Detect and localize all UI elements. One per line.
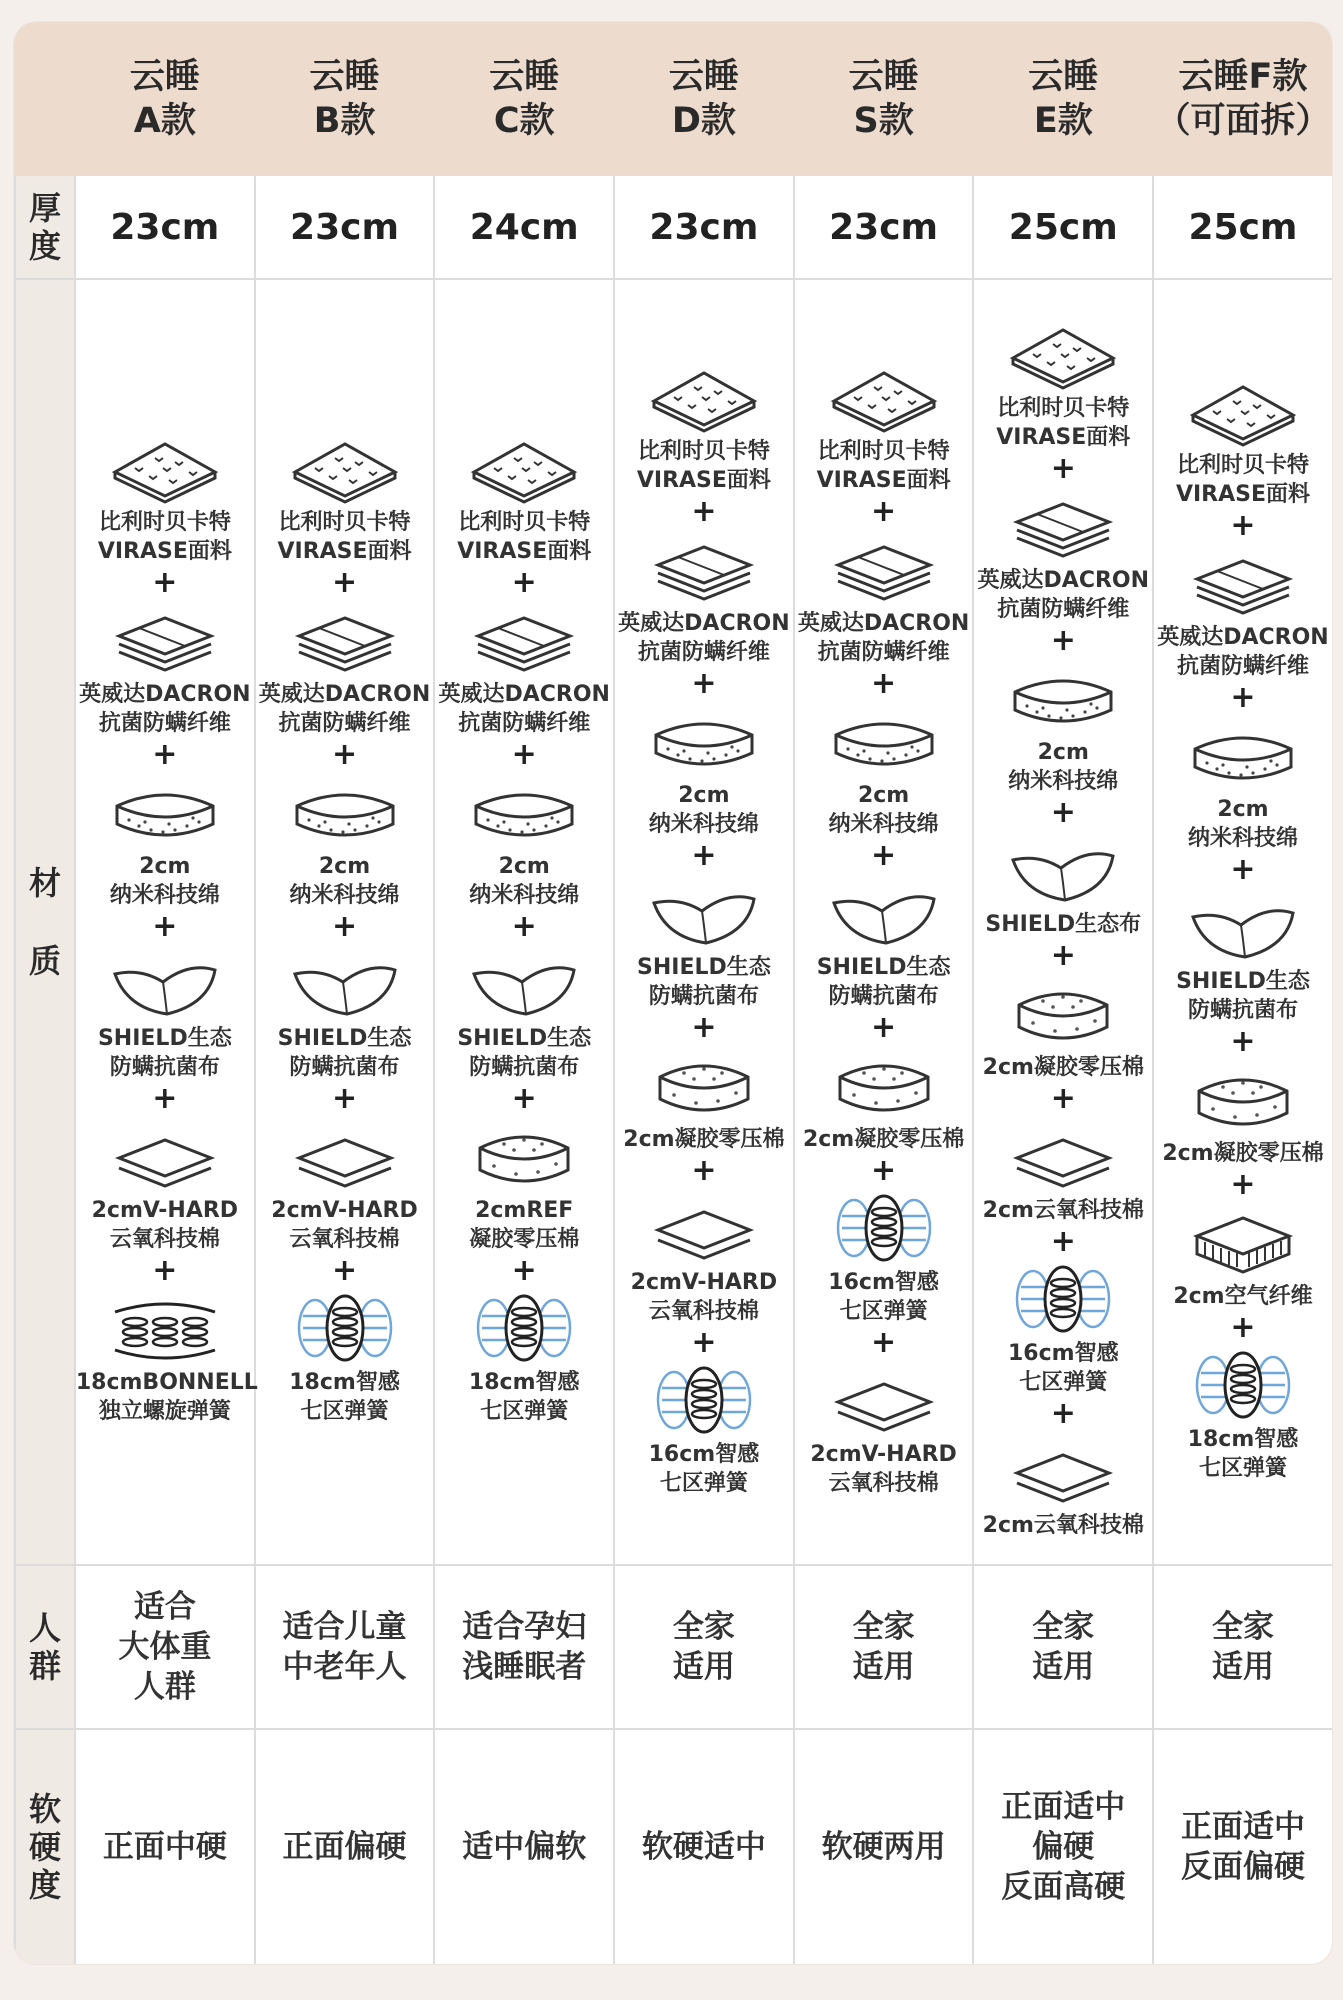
crowd-value: 全家 适用	[852, 1609, 915, 1685]
material-name: 比利时贝卡特 VIRASE面料	[457, 510, 592, 564]
material-row	[15, 279, 1332, 1565]
crowd-cell	[973, 1565, 1153, 1729]
crowd-cell	[75, 1565, 255, 1729]
material-name: 2cm凝胶零压棉	[623, 1126, 785, 1152]
plus-sign: +	[152, 1081, 178, 1116]
material-cell	[973, 279, 1153, 1565]
thickness-value: 24cm	[469, 206, 579, 248]
material-name: 英威达DACRON 抗菌防螨纤维	[438, 682, 610, 736]
label-char: 厚	[28, 189, 61, 227]
plus-sign: +	[331, 1081, 358, 1116]
material-name: SHIELD生态 防螨抗菌布	[277, 1026, 412, 1080]
header-corner	[15, 23, 75, 175]
crowd-row	[15, 1565, 1332, 1729]
material-layer	[464, 1120, 584, 1254]
material-name: SHIELD生态 防螨抗菌布	[457, 1026, 592, 1080]
material-name: 比利时贝卡特 VIRASE面料	[277, 510, 412, 564]
foam-block-icon	[1183, 719, 1303, 791]
material-name: 比利时贝卡特 VIRASE面料	[816, 438, 951, 493]
softness-value: 软硬两用	[821, 1829, 946, 1865]
crowd-cell	[434, 1565, 614, 1729]
label-char: 群	[28, 1647, 61, 1685]
plus-sign: +	[511, 1081, 537, 1116]
crowd-value: 全家 适用	[1211, 1609, 1274, 1685]
label-char: 度	[28, 1866, 61, 1904]
header-cell	[75, 23, 255, 175]
material-layer	[1162, 1063, 1323, 1168]
material-layer	[983, 1120, 1144, 1225]
plus-sign: +	[1050, 451, 1076, 486]
model-name: 云睡 S款	[848, 57, 919, 141]
material-stack	[1154, 361, 1332, 1483]
plus-sign: +	[1230, 1310, 1256, 1345]
cloth-sheet-icon	[1183, 891, 1303, 963]
crowd-value: 适合儿童 中老年人	[282, 1609, 407, 1685]
material-layer	[1003, 662, 1123, 796]
model-name: 云睡 C款	[489, 57, 560, 141]
softness-value: 正面适中 反面偏硬	[1180, 1809, 1305, 1885]
plus-sign: +	[152, 737, 178, 772]
flat-layers-icon	[644, 1192, 764, 1264]
model-name: 云睡 A款	[129, 57, 200, 141]
material-layer	[457, 948, 591, 1082]
plus-sign: +	[691, 1009, 717, 1045]
material-layer	[637, 361, 771, 495]
material-name: SHIELD生态 防螨抗菌布	[1176, 969, 1310, 1023]
material-layer	[983, 1435, 1144, 1540]
material-stack	[795, 347, 973, 1498]
material-name: 2cm云氧科技棉	[982, 1198, 1144, 1223]
material-name: 2cmV-HARD 云氧科技棉	[630, 1269, 778, 1324]
plus-sign: +	[1230, 1024, 1256, 1059]
plus-sign: +	[152, 909, 178, 944]
thickness-label	[15, 175, 75, 279]
softness-cell	[973, 1729, 1153, 1964]
pocket-spring-icon	[824, 1192, 944, 1264]
material-name: 2cmV-HARD 云氧科技棉	[810, 1441, 957, 1496]
material-layer	[105, 776, 225, 910]
air-fiber-icon	[1183, 1206, 1303, 1278]
quilted-fabric-icon	[105, 432, 225, 504]
pocket-spring-icon	[1183, 1349, 1303, 1421]
material-name: 18cmBONNELL 独立螺旋弹簧	[75, 1370, 258, 1424]
thickness-cell	[794, 175, 974, 279]
cloth-sheet-icon	[105, 948, 225, 1020]
fiber-layers-icon	[644, 533, 764, 605]
material-layer	[996, 318, 1130, 452]
header-cell	[434, 23, 614, 175]
model-name: 云睡 D款	[668, 57, 739, 141]
crowd-cell	[1153, 1565, 1332, 1729]
material-name: 比利时贝卡特 VIRASE面料	[1175, 453, 1310, 507]
fiber-layers-icon	[464, 604, 584, 676]
cloth-sheet-icon	[824, 877, 944, 949]
material-cell	[794, 279, 974, 1565]
plus-sign: +	[511, 737, 537, 772]
header-row	[15, 23, 1332, 175]
label-char: 材	[28, 864, 61, 902]
cloth-sheet-icon	[1003, 834, 1123, 906]
material-name: SHIELD生态布	[985, 912, 1142, 937]
material-layer	[985, 834, 1141, 939]
plus-sign: +	[331, 737, 358, 772]
material-name: 2cm 纳米科技绵	[469, 854, 580, 908]
material-name: 英威达DACRON 抗菌防螨纤维	[797, 610, 970, 665]
header-cell	[1153, 23, 1332, 175]
material-layer	[637, 877, 771, 1011]
material-layer	[978, 490, 1150, 624]
softness-cell	[1153, 1729, 1332, 1964]
material-layer	[79, 604, 251, 738]
mattress-comparison-table	[14, 22, 1332, 1964]
header-cell	[255, 23, 435, 175]
foam-block-icon	[644, 705, 764, 777]
material-layer	[618, 533, 790, 667]
material-layer	[278, 432, 412, 566]
plus-sign: +	[1230, 1167, 1256, 1202]
material-layer	[1173, 1206, 1312, 1311]
fiber-layers-icon	[285, 604, 405, 676]
plus-sign: +	[511, 909, 537, 944]
plus-sign: +	[691, 665, 717, 701]
plus-sign: +	[152, 1253, 178, 1288]
header-cell	[794, 23, 974, 175]
softness-row	[15, 1729, 1332, 1964]
gel-foam-icon	[464, 1120, 584, 1192]
material-layer	[438, 604, 610, 738]
header-cell	[614, 23, 794, 175]
material-layer	[1176, 891, 1310, 1025]
material-stack	[615, 347, 793, 1498]
material-cell	[255, 279, 435, 1565]
crowd-value: 适合 大体重 人群	[118, 1589, 212, 1705]
material-layer	[824, 705, 944, 839]
plus-sign: +	[871, 837, 897, 873]
label-char: 硬	[28, 1828, 61, 1866]
quilted-fabric-icon	[464, 432, 584, 504]
material-name: SHIELD生态 防螨抗菌布	[637, 954, 771, 1009]
plus-sign: +	[871, 1152, 897, 1188]
quilted-fabric-icon	[1183, 375, 1303, 447]
material-name: 2cm 纳米科技绵	[289, 854, 400, 908]
material-name: 2cm 纳米科技绵	[1187, 797, 1298, 851]
material-layer	[285, 1292, 405, 1426]
pocket-spring-icon	[285, 1292, 405, 1364]
material-layer	[644, 1364, 764, 1498]
softness-cell	[614, 1729, 794, 1964]
thickness-cell	[1153, 175, 1332, 279]
material-name: 比利时贝卡特 VIRASE面料	[996, 396, 1131, 450]
cloth-sheet-icon	[464, 948, 584, 1020]
softness-cell	[794, 1729, 974, 1964]
foam-block-icon	[824, 705, 944, 777]
material-layer	[278, 948, 412, 1082]
plus-sign: +	[511, 1253, 537, 1288]
material-name: 英威达DACRON 抗菌防螨纤维	[79, 682, 251, 736]
material-layer	[98, 948, 232, 1082]
plus-sign: +	[1050, 623, 1076, 658]
plus-sign: +	[871, 1009, 897, 1045]
material-name: 比利时贝卡特 VIRASE面料	[636, 438, 771, 493]
quilted-fabric-icon	[285, 432, 405, 504]
model-name: 云睡F款 （可面拆）	[1155, 57, 1331, 141]
softness-value: 正面偏硬	[282, 1829, 407, 1865]
plus-sign: +	[691, 493, 717, 529]
material-name: 2cm云氧科技棉	[982, 1513, 1144, 1538]
crowd-value: 全家 适用	[1032, 1609, 1095, 1685]
plus-sign: +	[1050, 1081, 1076, 1116]
softness-value: 软硬适中	[641, 1829, 766, 1865]
label-char: 质	[28, 942, 61, 980]
plus-sign: +	[1230, 508, 1256, 543]
material-name: 18cm智感 七区弹簧	[1187, 1427, 1299, 1481]
thickness-value: 25cm	[1188, 206, 1298, 248]
material-layer	[824, 1192, 944, 1326]
material-name: 2cm 纳米科技绵	[828, 782, 939, 837]
material-name: 2cm凝胶零压棉	[802, 1126, 965, 1152]
plus-sign: +	[1050, 795, 1076, 830]
crowd-value: 适合孕妇 浅睡眠者	[462, 1609, 587, 1685]
thickness-cell	[614, 175, 794, 279]
material-layer	[803, 1049, 964, 1154]
thickness-value: 23cm	[829, 206, 939, 248]
plus-sign: +	[511, 565, 537, 600]
fiber-layers-icon	[105, 604, 225, 676]
cloth-sheet-icon	[285, 948, 405, 1020]
plus-sign: +	[691, 1152, 717, 1188]
plus-sign: +	[1050, 1224, 1076, 1259]
material-name: 18cm智感 七区弹簧	[468, 1370, 580, 1424]
material-layer	[259, 604, 431, 738]
gel-foam-icon	[644, 1049, 764, 1121]
thickness-cell	[255, 175, 435, 279]
material-name: 2cmV-HARD 云氧科技棉	[271, 1198, 418, 1252]
foam-block-icon	[285, 776, 405, 848]
plus-sign: +	[331, 565, 358, 600]
material-stack	[256, 418, 434, 1426]
crowd-cell	[794, 1565, 974, 1729]
material-name: 英威达DACRON 抗菌防螨纤维	[1157, 625, 1329, 679]
pocket-spring-icon	[464, 1292, 584, 1364]
material-layer	[817, 361, 951, 495]
fiber-layers-icon	[1003, 490, 1123, 562]
thickness-value: 25cm	[1008, 206, 1118, 248]
comparison-sheet	[14, 22, 1332, 1964]
crowd-cell	[614, 1565, 794, 1729]
material-layer	[623, 1049, 784, 1154]
gel-foam-icon	[1183, 1063, 1303, 1135]
material-name: 2cm 纳米科技绵	[109, 854, 220, 908]
material-layer	[464, 1292, 584, 1426]
model-name: 云睡 B款	[309, 57, 380, 141]
material-name: 比利时贝卡特 VIRASE面料	[97, 510, 232, 564]
fiber-layers-icon	[824, 533, 944, 605]
softness-cell	[75, 1729, 255, 1964]
pocket-spring-icon	[1003, 1263, 1123, 1335]
material-name: 2cmV-HARD 云氧科技棉	[91, 1198, 239, 1252]
fiber-layers-icon	[1183, 547, 1303, 619]
plus-sign: +	[871, 1324, 897, 1360]
material-label	[15, 279, 75, 1565]
material-cell	[1153, 279, 1332, 1565]
material-stack	[75, 418, 258, 1426]
cloth-sheet-icon	[644, 877, 764, 949]
softness-value: 正面适中 偏硬 反面高硬	[1001, 1789, 1126, 1905]
softness-value: 适中偏软	[462, 1829, 587, 1865]
material-name: 16cm智感 七区弹簧	[648, 1441, 760, 1496]
material-stack	[435, 418, 613, 1426]
material-name: 英威达DACRON 抗菌防螨纤维	[258, 682, 431, 736]
plus-sign: +	[1050, 938, 1076, 973]
thickness-value: 23cm	[290, 206, 399, 248]
material-name: 英威达DACRON 抗菌防螨纤维	[618, 610, 790, 665]
material-layer	[457, 432, 591, 566]
material-layer	[798, 533, 970, 667]
material-name: 2cm 纳米科技绵	[648, 782, 759, 837]
material-name: 16cm智感 七区弹簧	[828, 1269, 939, 1324]
plus-sign: +	[1230, 680, 1256, 715]
material-layer	[464, 776, 584, 910]
foam-block-icon	[464, 776, 584, 848]
material-layer	[644, 705, 764, 839]
model-name: 云睡 E款	[1028, 57, 1099, 141]
crowd-value: 全家 适用	[672, 1609, 735, 1685]
flat-layers-icon	[285, 1120, 405, 1192]
material-layer	[271, 1120, 417, 1254]
foam-block-icon	[105, 776, 225, 848]
thickness-value: 23cm	[649, 206, 759, 248]
flat-layers-icon	[1003, 1435, 1123, 1507]
gel-foam-icon	[1003, 977, 1123, 1049]
plus-sign: +	[331, 1253, 358, 1288]
material-layer	[810, 1364, 956, 1498]
flat-layers-icon	[824, 1364, 944, 1436]
material-name: 2cm 纳米科技绵	[1008, 740, 1119, 794]
material-layer	[98, 432, 232, 566]
material-layer	[983, 977, 1144, 1082]
thickness-row	[15, 175, 1332, 279]
thickness-value: 23cm	[110, 206, 220, 248]
crowd-cell	[255, 1565, 435, 1729]
label-char: 度	[28, 227, 61, 265]
material-name: 2cm空气纤维	[1173, 1284, 1313, 1309]
material-layer	[75, 1292, 258, 1426]
material-name: 2cm凝胶零压棉	[1162, 1141, 1324, 1166]
material-layer	[1176, 375, 1310, 509]
plus-sign: +	[871, 665, 897, 701]
material-name: 16cm智感 七区弹簧	[1007, 1341, 1119, 1395]
quilted-fabric-icon	[824, 361, 944, 433]
material-cell	[434, 279, 614, 1565]
flat-layers-icon	[1003, 1120, 1123, 1192]
plus-sign: +	[331, 909, 358, 944]
softness-cell	[434, 1729, 614, 1964]
pocket-spring-icon	[644, 1364, 764, 1436]
material-layer	[1183, 1349, 1303, 1483]
thickness-cell	[75, 175, 255, 279]
plus-sign: +	[152, 565, 178, 600]
gel-foam-icon	[824, 1049, 944, 1121]
quilted-fabric-icon	[1003, 318, 1123, 390]
material-cell	[614, 279, 794, 1565]
plus-sign: +	[691, 1324, 717, 1360]
material-name: SHIELD生态 防螨抗菌布	[816, 954, 951, 1009]
softness-label	[15, 1729, 75, 1964]
header-cell	[973, 23, 1153, 175]
material-name: 18cm智感 七区弹簧	[289, 1370, 400, 1424]
material-layer	[1157, 547, 1329, 681]
bonnell-spring-icon	[105, 1292, 225, 1364]
material-layer	[1183, 719, 1303, 853]
plus-sign: +	[1050, 1396, 1076, 1431]
softness-cell	[255, 1729, 435, 1964]
foam-block-icon	[1003, 662, 1123, 734]
softness-value: 正面中硬	[102, 1829, 227, 1865]
material-cell	[75, 279, 258, 1565]
material-name: 2cmREF 凝胶零压棉	[469, 1198, 580, 1252]
material-layer	[631, 1192, 777, 1326]
material-name: 英威达DACRON 抗菌防螨纤维	[977, 568, 1150, 622]
material-name: SHIELD生态 防螨抗菌布	[97, 1026, 232, 1080]
material-layer	[1003, 1263, 1123, 1397]
crowd-label	[15, 1565, 75, 1729]
material-name: 2cm凝胶零压棉	[982, 1055, 1144, 1080]
label-char: 软	[28, 1790, 61, 1828]
label-char: 人	[28, 1609, 61, 1647]
quilted-fabric-icon	[644, 361, 764, 433]
thickness-cell	[434, 175, 614, 279]
plus-sign: +	[691, 837, 717, 873]
material-layer	[285, 776, 405, 910]
material-stack	[974, 304, 1152, 1540]
flat-layers-icon	[105, 1120, 225, 1192]
plus-sign: +	[1230, 852, 1256, 887]
plus-sign: +	[871, 493, 897, 529]
material-layer	[92, 1120, 238, 1254]
material-layer	[817, 877, 951, 1011]
thickness-cell	[973, 175, 1153, 279]
